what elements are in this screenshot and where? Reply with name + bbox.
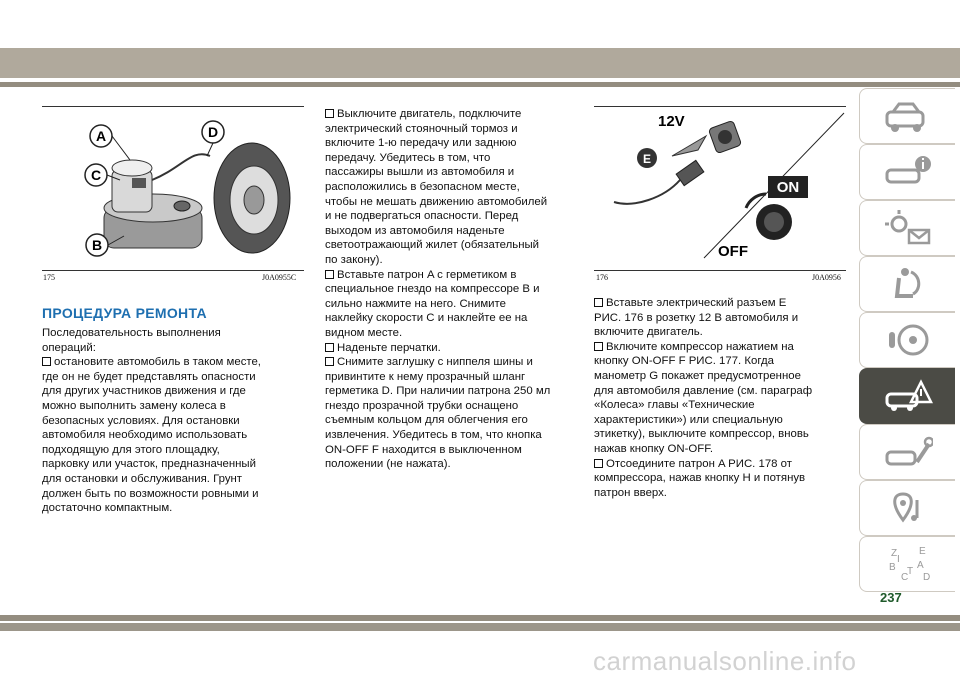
lights-mail-icon xyxy=(883,210,933,246)
step-line: Вставьте патрон A с герметиком в xyxy=(325,268,587,283)
step-line: парковку или участок, предназначенный xyxy=(42,458,256,471)
checkbox-icon xyxy=(594,298,603,307)
figure-176-number: 176 xyxy=(596,273,608,282)
step-line: и не подвергаться опасности. Перед xyxy=(325,210,519,223)
page-number: 237 xyxy=(880,590,902,605)
top-band xyxy=(0,48,960,78)
figure-175-number: 175 xyxy=(43,273,55,282)
checkbox-icon xyxy=(325,109,334,118)
step-line: положении (не нажата). xyxy=(325,458,451,471)
step-line: передачу. Убедитесь в том, что xyxy=(325,151,491,164)
top-rule xyxy=(0,82,960,87)
svg-text:C: C xyxy=(900,572,908,583)
tab-service[interactable] xyxy=(859,424,955,480)
seat-airbag-icon xyxy=(883,266,933,302)
step-line: Наденьте перчатки. xyxy=(325,341,587,356)
step-line: Снимите заглушку с ниппеля шины и xyxy=(325,355,587,370)
steering-wheel-icon xyxy=(883,322,933,358)
callout-A: A xyxy=(95,128,107,144)
column-2-text xyxy=(325,107,587,472)
step-line: где он не будет представлять опасности xyxy=(42,370,256,383)
tab-lights[interactable] xyxy=(859,200,955,256)
step-line: наклейку скорости C и наклейте ее на xyxy=(325,312,528,325)
step-line: съемным кольцом для облегчения его xyxy=(325,414,528,427)
tab-dashboard[interactable] xyxy=(859,88,955,144)
step-line: характеристики») или специальную xyxy=(594,413,783,426)
step-line: выходом из автомобиля наденьте xyxy=(325,224,505,237)
tab-emergency[interactable] xyxy=(859,368,955,424)
step-line: сильно нажмите на него. Снимите xyxy=(325,297,506,310)
svg-text:A: A xyxy=(916,560,924,571)
tab-multimedia[interactable] xyxy=(859,480,955,536)
label-off: OFF xyxy=(718,243,748,260)
step-line: для других участников движения и где xyxy=(42,385,246,398)
label-on: ON xyxy=(776,179,800,196)
callout-D: D xyxy=(207,124,219,140)
checkbox-icon xyxy=(325,343,334,352)
step-line: безопасных условиях. Для остановки xyxy=(42,414,240,427)
label-12v: 12V xyxy=(658,113,685,130)
step-line: гнездо прозрачной трубки оснащено xyxy=(325,399,519,412)
step-line: привинтите к нему прозрачный шланг xyxy=(325,370,526,383)
step-line: для остановки и обслуживания. Грунт xyxy=(42,472,243,485)
svg-text:B: B xyxy=(888,562,896,573)
step-line: включите двигатель. xyxy=(594,326,703,339)
car-dashboard-icon xyxy=(883,98,933,134)
footer-watermark: carmanualsonline.info xyxy=(593,646,857,676)
intro-line: Последовательность выполнения xyxy=(42,327,221,339)
step-line: электрический стояночный тормоз и xyxy=(325,122,518,135)
step-line: должен быть по возможности ровными и xyxy=(42,487,259,500)
step-line: Вставьте электрический разъем E xyxy=(594,296,846,311)
tab-info[interactable] xyxy=(859,144,955,200)
step-line: достаточно компактным. xyxy=(42,502,173,515)
step-line: манометр G покажет предусмотренное xyxy=(594,369,801,382)
checkbox-icon xyxy=(42,357,51,366)
figure-175-code: J0A0955C xyxy=(262,273,297,282)
alphabet-index-icon xyxy=(883,544,933,584)
media-location-icon xyxy=(883,490,933,526)
step-line: можно выполнить замену колеса в xyxy=(42,399,226,412)
svg-text:T: T xyxy=(906,566,913,577)
svg-text:I: I xyxy=(896,554,900,565)
step-line: компрессора, нажав кнопку H и потянув xyxy=(594,472,806,485)
figure-176-code: J0A0956 xyxy=(812,273,841,282)
step-line: светоотражающий жилет (обязательный xyxy=(325,239,540,252)
step-line: пассажиры вышли из автомобиля и xyxy=(325,166,515,179)
step-line: автомобиля необходимо использовать xyxy=(42,429,248,442)
step-line: извлечения. Убедитесь в том, что кнопка xyxy=(325,429,542,442)
step-line: кнопку ON-OFF F РИС. 177. Когда xyxy=(594,355,774,368)
step-line: по закону). xyxy=(325,253,383,266)
column-1-text xyxy=(42,326,304,516)
checkbox-icon xyxy=(325,270,334,279)
figure-175-compressor-illustration xyxy=(42,108,304,266)
step-line: герметика D. При наличии патрона 250 мл xyxy=(325,385,551,398)
checkbox-icon xyxy=(325,357,334,366)
bottom-rule xyxy=(0,615,960,621)
bottom-band xyxy=(0,623,960,631)
step-line: Выключите двигатель, подключите xyxy=(325,107,587,122)
figure-175-bottom-rule xyxy=(42,270,304,271)
step-line: включите 1-ю передачу или заднюю xyxy=(325,137,517,150)
step-line: остановите автомобиль в таком месте, xyxy=(42,355,304,370)
step-line: расположились в безопасном месте, xyxy=(325,180,520,193)
checkbox-icon xyxy=(594,342,603,351)
column-3-text xyxy=(594,296,846,500)
section-heading: ПРОЦЕДУРА РЕМОНТА xyxy=(42,305,207,321)
checkbox-icon xyxy=(594,459,603,468)
tab-safety[interactable] xyxy=(859,256,955,312)
step-line: для автомобиля давление (см. параграф xyxy=(594,384,813,397)
svg-text:Z: Z xyxy=(890,548,897,559)
callout-B: B xyxy=(91,237,103,253)
figure-176-bottom-rule xyxy=(594,270,846,271)
intro-line: операций: xyxy=(42,341,96,354)
tab-driving[interactable] xyxy=(859,312,955,368)
car-breakdown-icon xyxy=(883,378,933,414)
svg-text:D: D xyxy=(922,572,930,583)
step-line: видном месте. xyxy=(325,326,403,339)
step-line: чтобы не мешать движению автомобилей xyxy=(325,195,548,208)
wrench-car-icon xyxy=(883,434,933,470)
callout-C: C xyxy=(90,167,102,183)
step-line: специальное гнездо на компрессоре B и xyxy=(325,283,540,296)
step-line: ON-OFF F находится в выключенном xyxy=(325,443,522,456)
step-line: РИС. 176 в розетку 12 В автомобиля и xyxy=(594,311,799,324)
step-line: нажав кнопку ON-OFF. xyxy=(594,442,714,455)
step-line: подходящую для этого площадку, xyxy=(42,443,220,456)
tab-index[interactable] xyxy=(859,536,955,592)
step-line: этикетку), выключите компрессор, вновь xyxy=(594,428,809,441)
figure-175-top-rule xyxy=(42,106,304,107)
step-line: Включите компрессор нажатием на xyxy=(594,340,846,355)
svg-text:E: E xyxy=(918,546,926,557)
step-line: патрон вверх. xyxy=(594,486,667,499)
label-E: E xyxy=(642,152,652,166)
step-line: Отсоедините патрон A РИС. 178 от xyxy=(594,457,846,472)
figure-176-top-rule xyxy=(594,106,846,107)
car-info-icon xyxy=(883,154,933,190)
figure-176-socket-illustration xyxy=(594,108,846,266)
step-line: «Колеса» главы «Технические xyxy=(594,399,755,412)
